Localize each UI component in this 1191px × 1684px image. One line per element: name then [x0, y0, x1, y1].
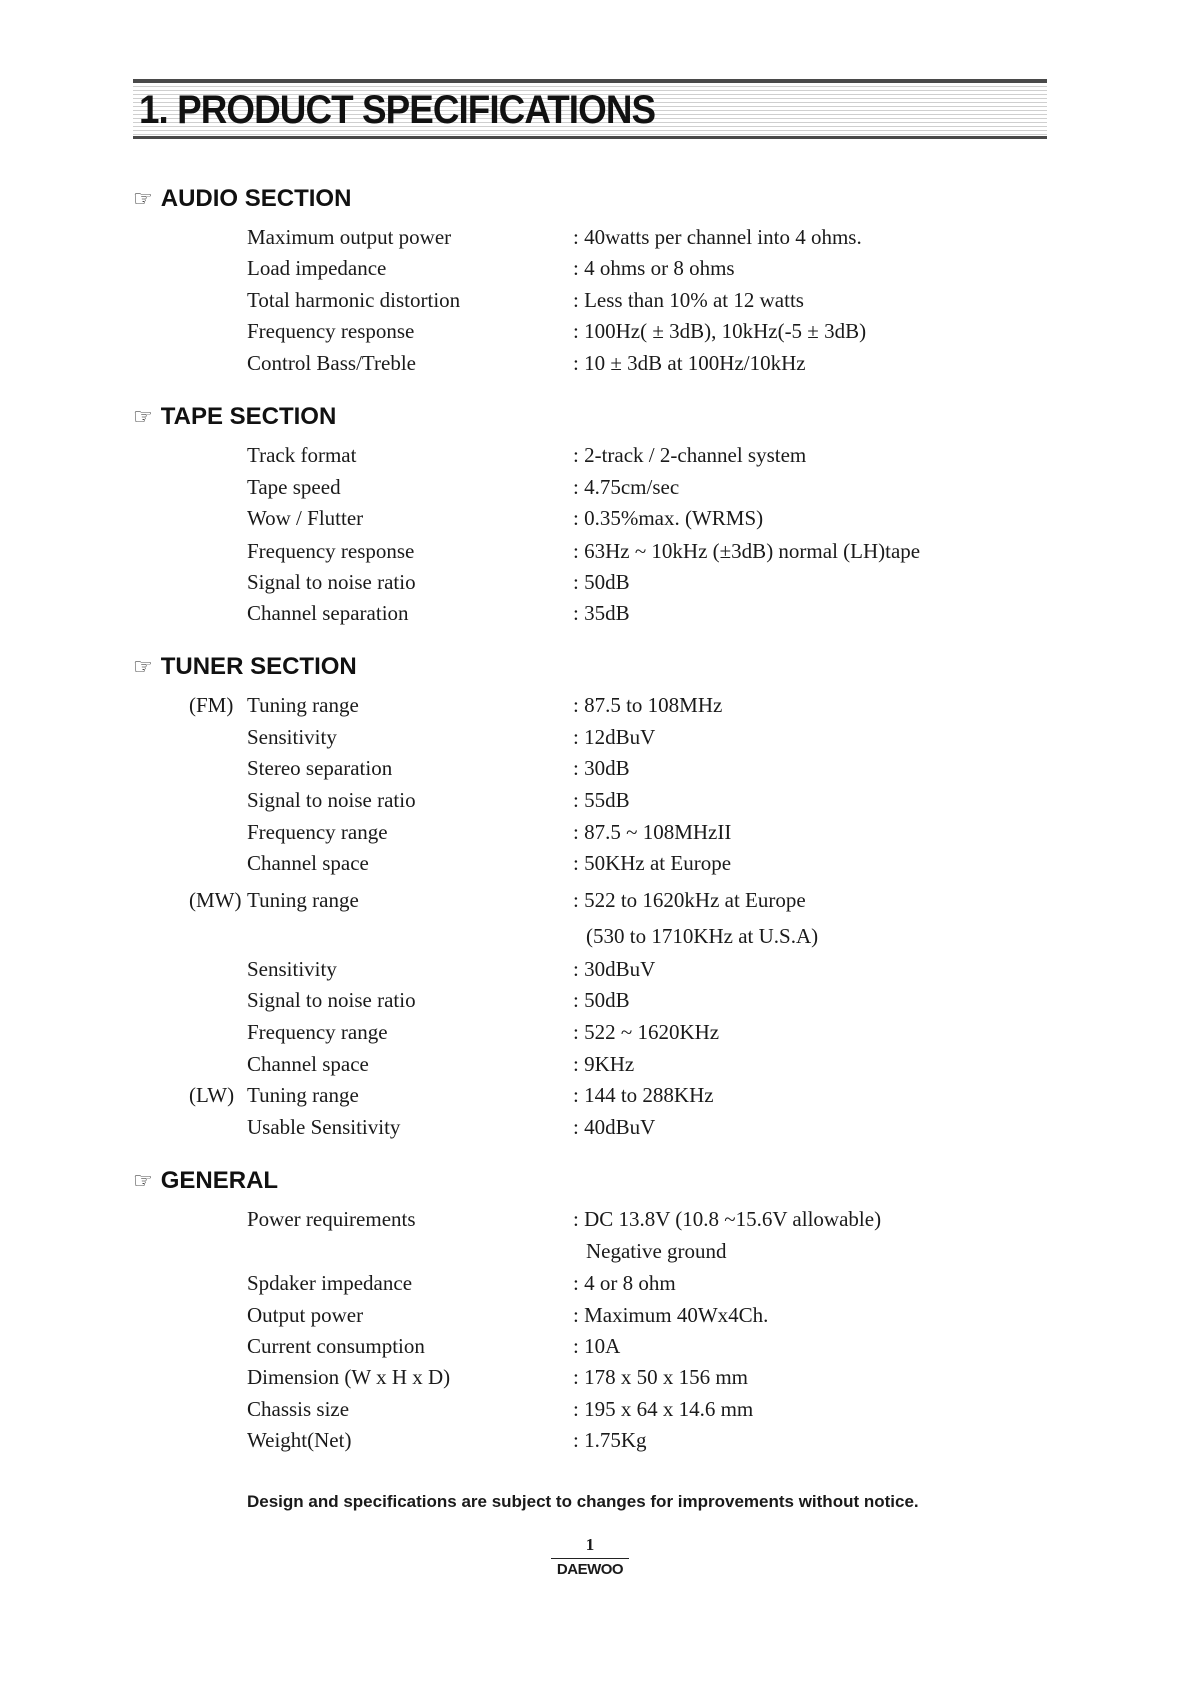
spec-row: (LW) Tuning range : 144 to 288KHz [0, 1080, 1191, 1110]
spec-row: Output power : Maximum 40Wx4Ch. [247, 1303, 769, 1327]
tape-section-heading: ☞ TAPE SECTION [133, 403, 337, 430]
spec-row: Maximum output power : 40watts per channel into 4 ohms. [247, 225, 862, 249]
page-title-bar [133, 79, 1047, 139]
spec-row: Tape speed : 4.75cm/sec [247, 475, 680, 499]
band-label-fm: (FM) [189, 693, 234, 717]
spec-row: Current consumption : 10A [247, 1334, 621, 1358]
disclaimer-notice: Design and specifications are subject to changes for improvements without notice. [247, 1492, 919, 1511]
page-number: 1 [585, 1535, 595, 1554]
spec-row: Sensitivity : 12dBuV [247, 725, 656, 749]
footer-divider [551, 1558, 629, 1559]
spec-row-continuation: (530 to 1710KHz at U.S.A) [586, 924, 819, 948]
page-title: 1. PRODUCT SPECIFICATIONS [139, 88, 656, 132]
spec-row: Channel separation : 35dB [247, 601, 630, 625]
spec-row: Stereo separation : 30dB [247, 756, 630, 780]
spec-row: Wow / Flutter : 0.35%max. (WRMS) [247, 506, 764, 530]
tuner-section-heading: ☞ TUNER SECTION [133, 653, 357, 680]
pointing-hand-icon: ☞ [133, 1169, 153, 1194]
pointing-hand-icon: ☞ [133, 405, 153, 430]
pointing-hand-icon: ☞ [133, 655, 153, 680]
spec-row: Frequency response : 100Hz( ± 3dB), 10kHz(-5 ± 3dB) [247, 319, 867, 343]
spec-row: Channel space : 50KHz at Europe [247, 851, 732, 875]
general-section-heading: ☞ GENERAL [133, 1167, 279, 1194]
pointing-hand-icon: ☞ [133, 187, 153, 212]
brand-logo: DAEWOO [556, 1561, 624, 1578]
band-label-mw: (MW) [189, 888, 242, 912]
band-label-lw: (LW) [189, 1083, 235, 1107]
spec-row: Signal to noise ratio : 50dB [247, 988, 630, 1012]
spec-row: Power requirements : DC 13.8V (10.8 ~15.6V allowable) [247, 1207, 882, 1231]
spec-row: Signal to noise ratio : 50dB [247, 570, 630, 594]
spec-row: Weight(Net) : 1.75Kg [247, 1428, 647, 1452]
spec-row: Load impedance : 4 ohms or 8 ohms [247, 256, 735, 280]
spec-row-continuation: Negative ground [586, 1239, 727, 1263]
spec-row: Channel space : 9KHz [247, 1052, 635, 1076]
spec-row: Frequency range : 87.5 ~ 108MHzII [247, 820, 732, 844]
spec-row: Chassis size : 195 x 64 x 14.6 mm [247, 1397, 754, 1421]
spec-row: Usable Sensitivity : 40dBuV [247, 1115, 656, 1139]
spec-row: Spdaker impedance : 4 or 8 ohm [247, 1271, 676, 1295]
audio-section-heading: ☞ AUDIO SECTION [133, 185, 352, 212]
spec-row: (MW) Tuning range : 522 to 1620kHz at Europe [0, 885, 1191, 915]
spec-row: Sensitivity : 30dBuV [247, 957, 656, 981]
spec-row: (FM) Tuning range : 87.5 to 108MHz [0, 690, 1191, 720]
spec-row: Track format : 2-track / 2-channel system [247, 443, 807, 467]
spec-row: Frequency response : 63Hz ~ 10kHz (±3dB) normal (LH)tape [247, 539, 921, 563]
spec-row: Dimension (W x H x D) : 178 x 50 x 156 mm [247, 1365, 749, 1389]
spec-row: Frequency range : 522 ~ 1620KHz [247, 1020, 720, 1044]
spec-row: Total harmonic distortion : Less than 10% at 12 watts [247, 288, 804, 312]
spec-row: Control Bass/Treble : 10 ± 3dB at 100Hz/10kHz [247, 351, 806, 375]
spec-row: Signal to noise ratio : 55dB [247, 788, 630, 812]
